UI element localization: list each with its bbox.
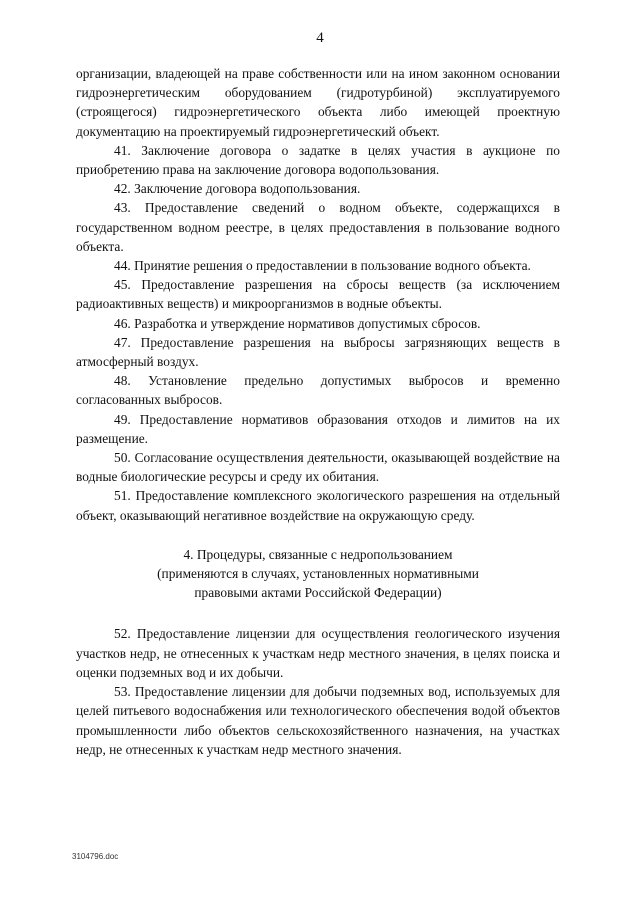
paragraph-item-51: 51. Предоставление комплексного экологического разрешения на отдельный объект, оказывающий негативное воздействие на окружающую среду. xyxy=(76,488,560,523)
paragraph-item-44: 44. Принятие решения о предоставлении в пользование водного объекта. xyxy=(114,258,531,274)
page-number: 4 xyxy=(316,30,324,46)
section-heading-note-line1: (применяются в случаях, установленных нормативными xyxy=(157,566,479,582)
section-heading-note-line2: правовыми актами Российской Федерации) xyxy=(194,585,442,601)
paragraph-item-49: 49. Предоставление нормативов образования отходов и лимитов на их размещение. xyxy=(76,411,560,446)
paragraph-item-46: 46. Разработка и утверждение нормативов допустимых сбросов. xyxy=(114,315,481,331)
paragraph-item-47: 47. Предоставление разрешения на выбросы загрязняющих веществ в атмосферный воздух. xyxy=(76,334,560,370)
paragraph-item-50: 50. Согласование осуществления деятельности, оказывающей воздействие на водные биологические ресурсы и среду их обитания. xyxy=(76,450,560,485)
paragraph-item-43: 43. Предоставление сведений о водном объекте, содержащихся в государственном водном реестре, в целях предоставления в пользование водного объекта. xyxy=(76,200,560,254)
paragraph-item-48: 48. Установление предельно допустимых выбросов и временно согласованных выбросов. xyxy=(76,373,560,408)
paragraph-continuation: организации, владеющей на праве собственности или на ином законном основании гидроэнергетическим оборудованием (гидротурбиной) эксплуатируемого (строящегося) гидроэнергетического объекта либо имеющей проектную документацию на проектируемый гидроэнергетический объект. xyxy=(76,66,560,139)
section-heading xyxy=(76,545,560,603)
paragraph-item-41: 41. Заключение договора о задатке в целях участия в аукционе по приобретению права на заключение договора водопользования. xyxy=(76,142,560,178)
document-body xyxy=(76,64,560,759)
paragraph-item-45: 45. Предоставление разрешения на сбросы веществ (за исключением радиоактивных веществ) и микроорганизмов в водные объекты. xyxy=(76,277,560,312)
footer-filename: 3104796.doc xyxy=(72,852,119,861)
paragraph-item-53: 53. Предоставление лицензии для добычи подземных вод, используемых для целей питьевого водоснабжения или технологического обеспечения водой объектов промышленности либо объектов сельскохозяйственного назначения, на участках недр, не отнесенных к участкам недр местного значения. xyxy=(76,684,560,757)
paragraph-item-42: 42. Заключение договора водопользования. xyxy=(114,181,361,197)
section-heading-title: 4. Процедуры, связанные с недропользованием xyxy=(183,546,453,562)
paragraph-item-52: 52. Предоставление лицензии для осуществления геологического изучения участков недр, не отнесенных к участкам недр местного значения, в целях поиска и оценки подземных вод и их добычи. xyxy=(76,626,560,680)
